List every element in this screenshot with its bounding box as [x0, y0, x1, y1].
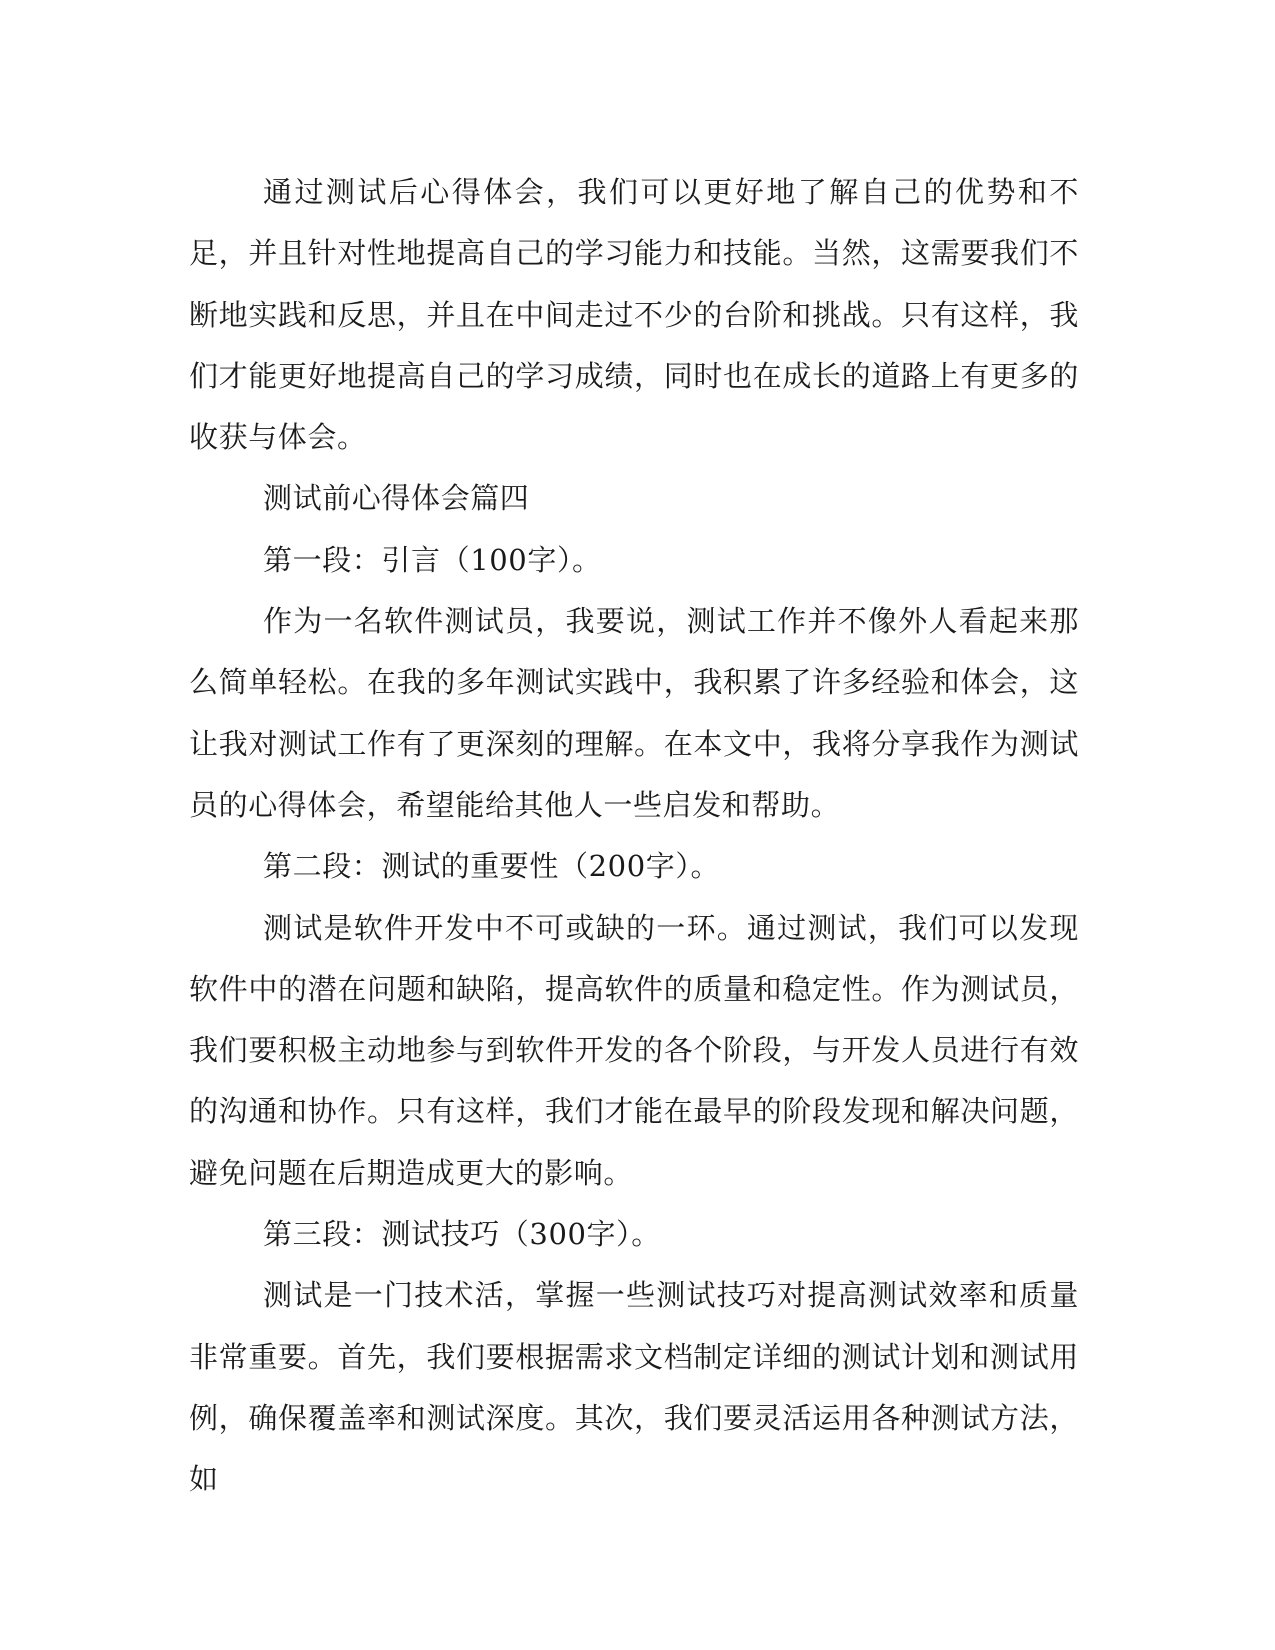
paragraph-techniques: 测试是一门技术活，掌握一些测试技巧对提高测试效率和质量非常重要。首先，我们要根据需求文档制定详细的测试计划和测试用例，确保覆盖率和测试深度。其次，我们要灵活运用各种测试方法，如: [189, 1278, 1079, 1497]
paragraph-reflection-summary: 通过测试后心得体会，我们可以更好地了解自己的优势和不足，并且针对性地提高自己的学习能力和技能。当然，这需要我们不断地实践和反思，并且在中间走过不少的台阶和挑战。只有这样，我们才能更好地提高自己的学习成绩，同时也在成长的道路上有更多的收获与体会。: [189, 175, 1079, 455]
subheading-importance: 第二段：测试的重要性（200字）。: [263, 849, 721, 884]
subheading-techniques: 第三段：测试技巧（300字）。: [263, 1217, 661, 1252]
section-heading-part-four: 测试前心得体会篇四: [263, 481, 530, 516]
document-body: [189, 162, 1079, 1511]
subheading-introduction: 第一段：引言（100字）。: [263, 542, 602, 577]
paragraph-introduction: 作为一名软件测试员，我要说，测试工作并不像外人看起来那么简单轻松。在我的多年测试实践中，我积累了许多经验和体会，这让我对测试工作有了更深刻的理解。在本文中，我将分享我作为测试员的心得体会，希望能给其他人一些启发和帮助。: [189, 604, 1079, 822]
paragraph-importance: 测试是软件开发中不可或缺的一环。通过测试，我们可以发现软件中的潜在问题和缺陷，提高软件的质量和稳定性。作为测试员，我们要积极主动地参与到软件开发的各个阶段，与开发人员进行有效的沟通和协作。只有这样，我们才能在最早的阶段发现和解决问题，避免问题在后期造成更大的影响。: [189, 910, 1079, 1190]
